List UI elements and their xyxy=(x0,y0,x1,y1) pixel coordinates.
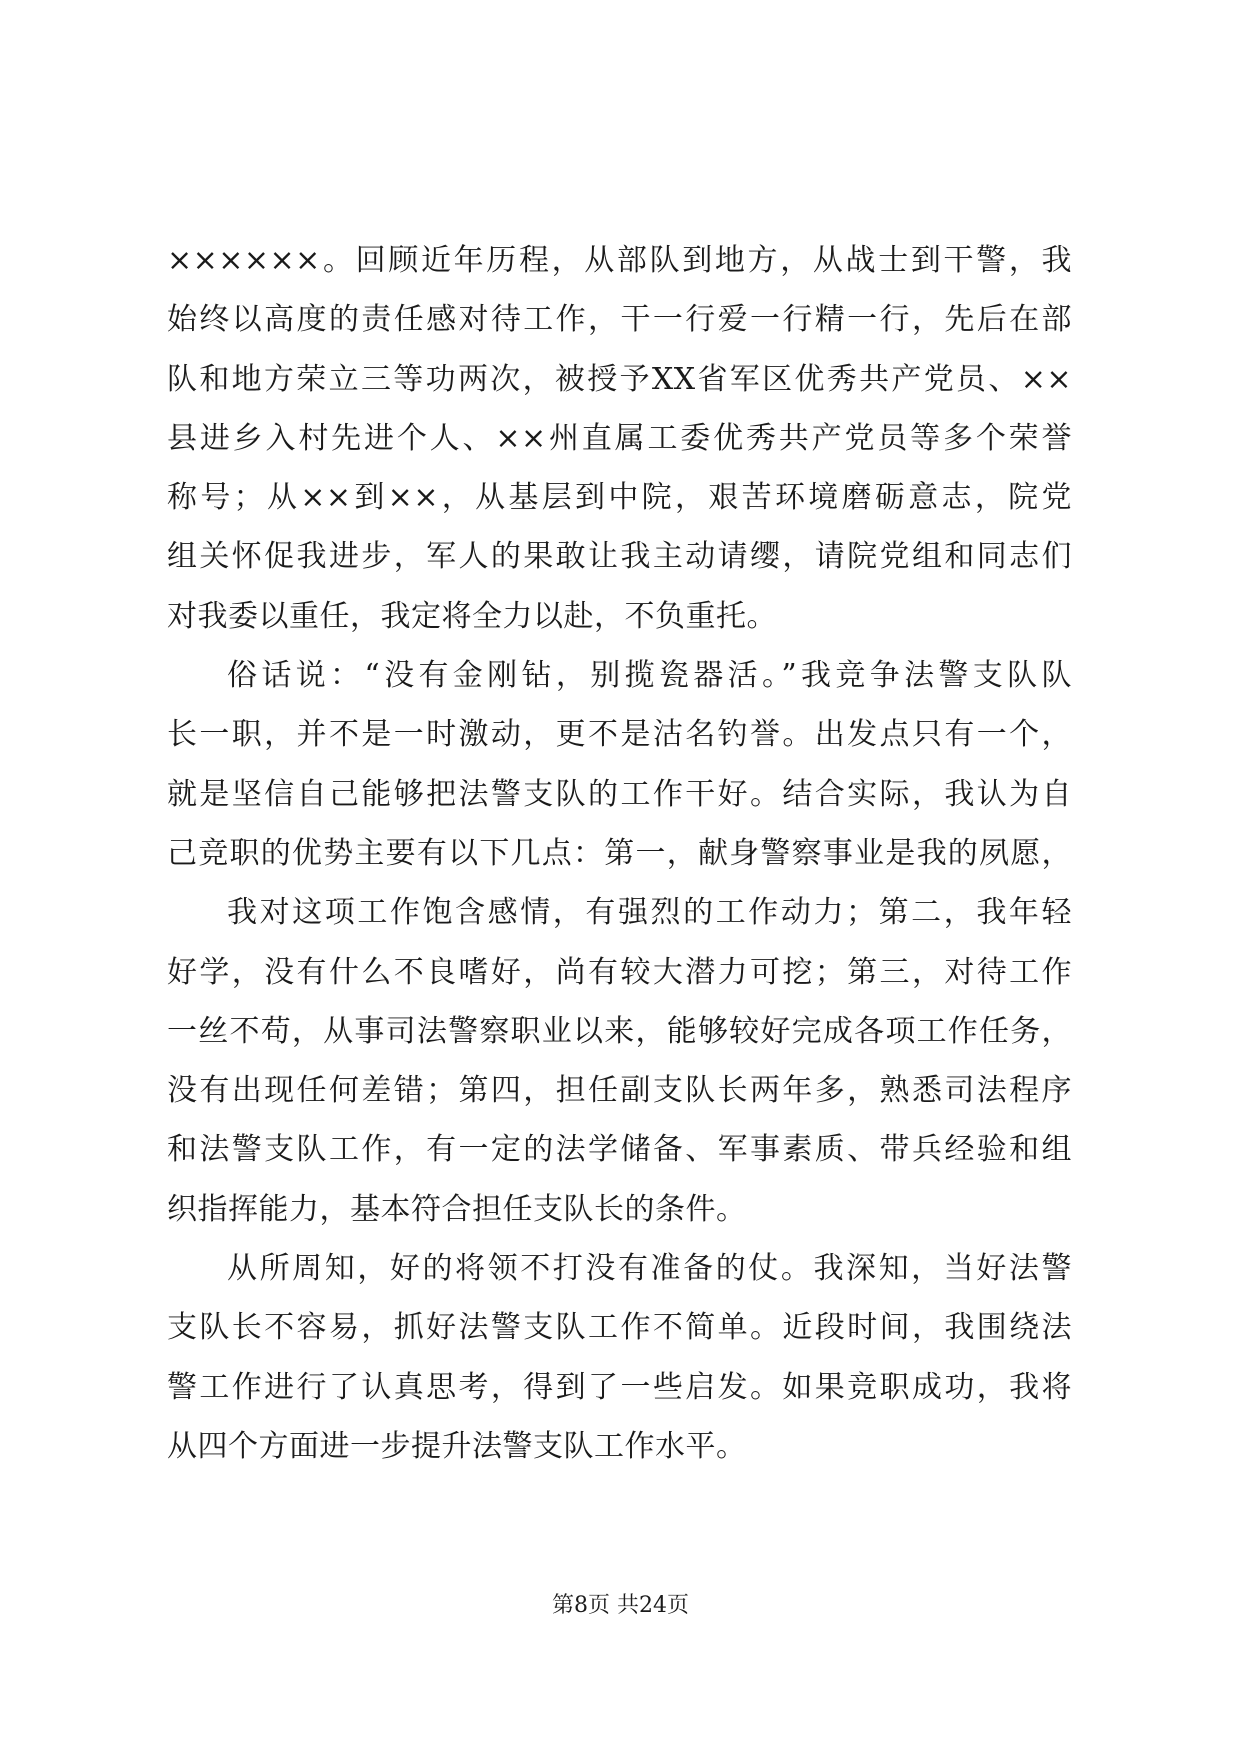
text-line: 队和地方荣立三等功两次，被授予XX省军区优秀共产党员、×× xyxy=(167,361,1072,397)
text-line: 县进乡入村先进个人、××州直属工委优秀共产党员等多个荣誉 xyxy=(167,420,1072,456)
text-line: 支队长不容易，抓好法警支队工作不简单。近段时间，我围绕法 xyxy=(167,1310,1072,1346)
text-line: ××××××。回顾近年历程，从部队到地方，从战士到干警，我 xyxy=(167,243,1072,278)
text-line: 从所周知，好的将领不打没有准备的仗。我深知，当好法警 xyxy=(227,1251,1072,1287)
paragraph xyxy=(167,883,1072,1239)
text-line: 俗话说：“没有金刚钻，别揽瓷器活。”我竞争法警支队队 xyxy=(227,658,1072,694)
text-line: 我对这项工作饱含感情，有强烈的工作动力；第二，我年轻 xyxy=(227,895,1072,931)
text-line: 没有出现任何差错；第四，担任副支队长两年多，熟悉司法程序 xyxy=(167,1073,1072,1109)
text-line: 对我委以重任，我定将全力以赴，不负重托。 xyxy=(167,598,777,634)
paragraph xyxy=(167,231,1072,646)
paragraph xyxy=(167,1239,1072,1476)
text-line: 组关怀促我进步，军人的果敢让我主动请缨，请院党组和同志们 xyxy=(167,539,1072,575)
document-body xyxy=(167,231,1072,1476)
text-line: 长一职，并不是一时激动，更不是沽名钓誉。出发点只有一个， xyxy=(167,717,1072,753)
paragraph xyxy=(167,646,1072,883)
text-line: 己竞职的优势主要有以下几点：第一，献身警察事业是我的夙愿， xyxy=(167,835,1072,871)
text-line: 一丝不苟，从事司法警察职业以来，能够较好完成各项工作任务， xyxy=(167,1013,1072,1049)
text-line: 始终以高度的责任感对待工作，干一行爱一行精一行，先后在部 xyxy=(167,302,1072,338)
text-line: 和法警支队工作，有一定的法学储备、军事素质、带兵经验和组 xyxy=(167,1132,1072,1168)
text-line: 就是坚信自己能够把法警支队的工作干好。结合实际，我认为自 xyxy=(167,776,1072,812)
text-line: 织指挥能力，基本符合担任支队长的条件。 xyxy=(167,1191,747,1227)
page-number-footer: 第8页 共24页 xyxy=(552,1593,689,1618)
text-line: 警工作进行了认真思考，得到了一些启发。如果竞职成功，我将 xyxy=(167,1369,1072,1405)
text-line: 称号；从××到××，从基层到中院，艰苦环境磨砺意志，院党 xyxy=(167,480,1072,516)
text-line: 好学，没有什么不良嗜好，尚有较大潜力可挖；第三，对待工作 xyxy=(167,954,1072,990)
text-line: 从四个方面进一步提升法警支队工作水平。 xyxy=(167,1428,747,1464)
